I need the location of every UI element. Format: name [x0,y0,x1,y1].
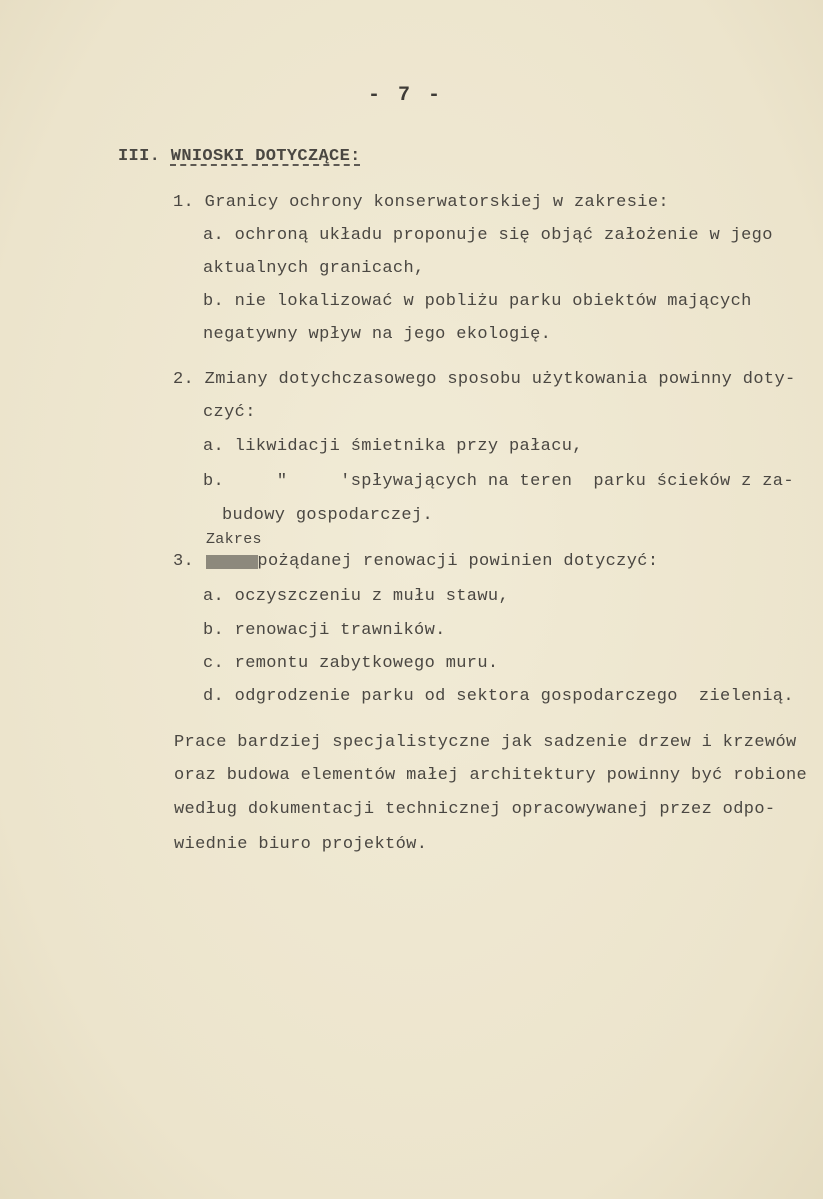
item-1b-cont: negatywny wpływ na jego ekologię. [203,325,552,344]
item-2b: b. " 'spływających na teren parku ścieków z za- [203,472,794,491]
item-3: 3. pożądanej renowacji powinien dotyczyć: [173,552,659,571]
item-2: 2. Zmiany dotychczasowego sposobu użytkowania powinny doty- [173,370,796,389]
item-3a: a. oczyszczeniu z mułu stawu, [203,587,509,606]
item-3b: b. renowacji trawników. [203,621,446,640]
item-1: 1. Granicy ochrony konserwatorskiej w zakresie: [173,193,669,212]
closing-paragraph-line-4: wiednie biuro projektów. [174,835,428,854]
item-1a: a. ochroną układu proponuje się objąć założenie w jego [203,226,773,245]
item-1a-cont: aktualnych granicach, [203,259,425,278]
page-number: - 7 - [368,84,444,107]
section-heading [118,147,361,167]
handwritten-correction: Zakres [206,531,262,548]
item-3c: c. remontu zabytkowego muru. [203,654,499,673]
closing-paragraph-line-2: oraz budowa elementów małej architektury powinny być robione [174,766,808,785]
item-2a: a. likwidacji śmietnika przy pałacu, [203,437,583,456]
item-2b-cont: budowy gospodarczej. [222,506,434,525]
item-2-cont: czyć: [203,403,256,422]
closing-paragraph-line-1: Prace bardziej specjalistyczne jak sadzenie drzew i krzewów [174,733,797,752]
section-number: III. [118,147,161,166]
section-title: WNIOSKI DOTYCZĄCE: [170,147,361,166]
item-3d: d. odgrodzenie parku od sektora gospodarczego zielenią. [203,687,794,706]
closing-paragraph-line-3: według dokumentacji technicznej opracowywanej przez odpo- [174,800,776,819]
item-1b: b. nie lokalizować w pobliżu parku obiektów mających [203,292,752,311]
